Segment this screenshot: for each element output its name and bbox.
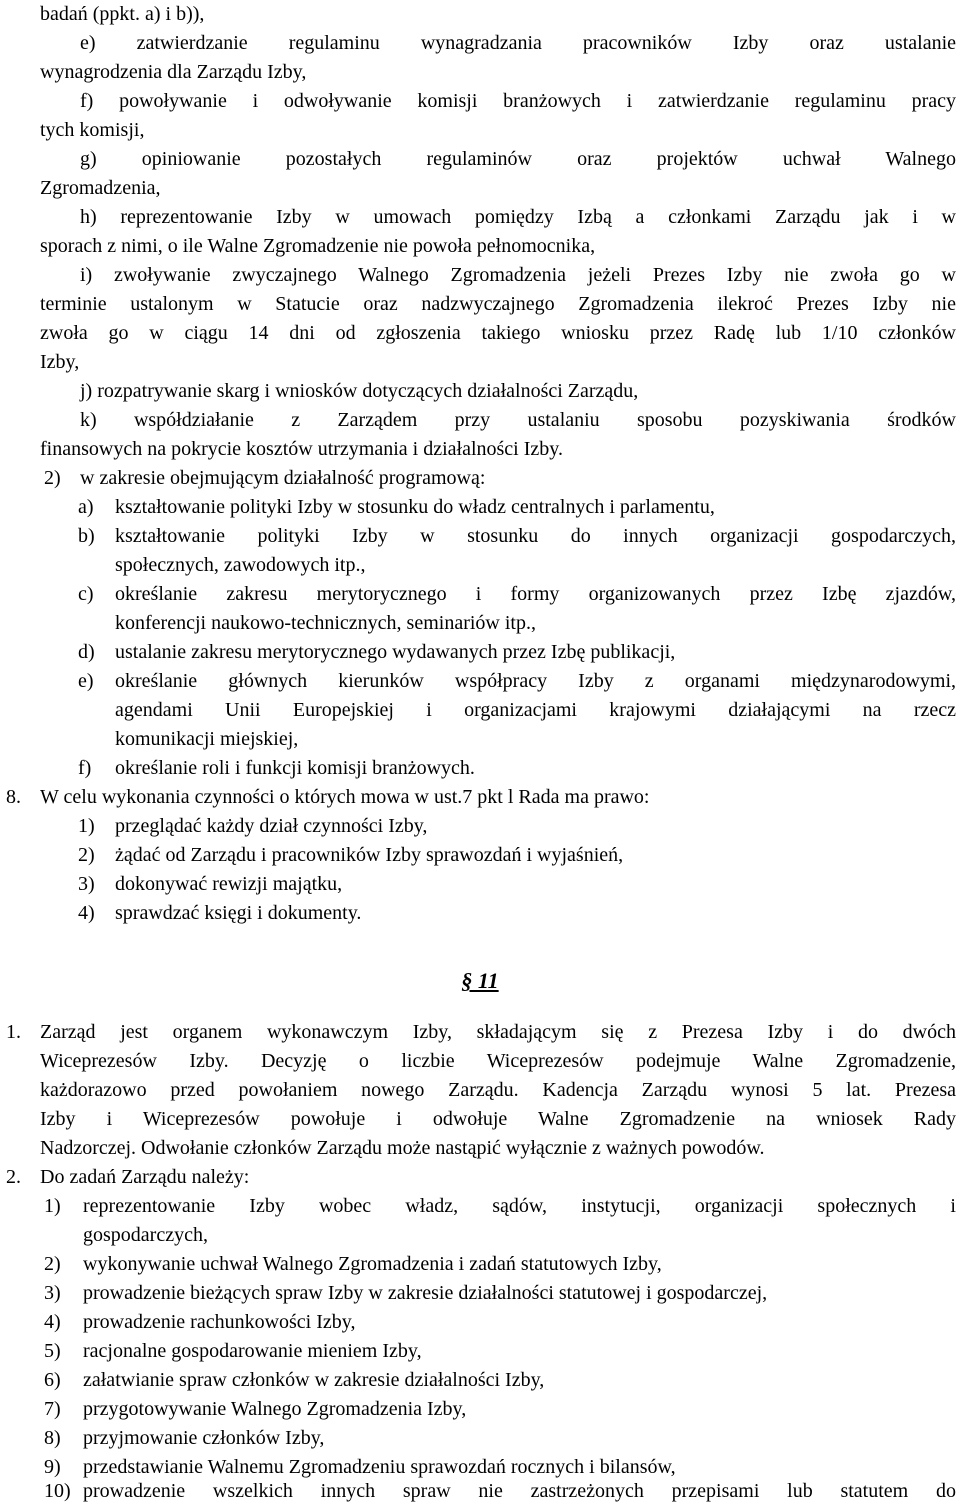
subitem-text: sprawdzać księgi i dokumenty. bbox=[115, 902, 362, 924]
item-h-line: h) reprezentowanie Izby w umowach pomiędzy Izbą a członkami Zarządu jak i w bbox=[80, 206, 956, 228]
item-g-line: Zgromadzenia, bbox=[40, 177, 161, 199]
subitem-text: ustalanie zakresu merytorycznego wydawanych przez Izbę publikacji, bbox=[115, 641, 676, 663]
item-g-line: g) opiniowanie pozostałych regulaminów oraz projektów uchwał Walnego bbox=[80, 148, 956, 170]
item-e-line: wynagrodzenia dla Zarządu Izby, bbox=[40, 61, 307, 83]
subitem-text: wykonywanie uchwał Walnego Zgromadzenia i zadań statutowych Izby, bbox=[83, 1253, 662, 1275]
subitem-text: przedstawianie Walnemu Zgromadzeniu sprawozdań rocznych i bilansów, bbox=[83, 1456, 676, 1478]
subitem-text: prowadzenie bieżących spraw Izby w zakresie działalności statutowej i gospodarczej, bbox=[83, 1282, 768, 1304]
item-f-line: tych komisji, bbox=[40, 119, 145, 141]
item-i-line: i) zwoływanie zwyczajnego Walnego Zgromadzenia jeżeli Prezes Izby nie zwoła go w bbox=[80, 264, 956, 286]
subitem-text: dokonywać rewizji majątku, bbox=[115, 873, 343, 895]
subitem-letter: d) bbox=[78, 641, 95, 663]
subitem-number: 7) bbox=[44, 1398, 61, 1420]
item-i-line: Izby, bbox=[40, 351, 80, 373]
paragraph-line: Zarząd jest organem wykonawczym Izby, składającym się z Prezesa Izby i do dwóch bbox=[40, 1021, 956, 1043]
subitem-text: przyjmowanie członków Izby, bbox=[83, 1427, 325, 1449]
subitem-text: prowadzenie rachunkowości Izby, bbox=[83, 1311, 356, 1333]
paragraph-text: Do zadań Zarządu należy: bbox=[40, 1166, 250, 1188]
subitem-number: 3) bbox=[78, 873, 95, 895]
subitem-number: 4) bbox=[78, 902, 95, 924]
subitem-number: 8) bbox=[44, 1427, 61, 1449]
subitem-text: prowadzenie wszelkich innych spraw nie zastrzeżonych przepisami lub statutem do bbox=[83, 1480, 956, 1502]
subitem-number: 2) bbox=[44, 1253, 61, 1275]
subitem-text: określanie zakresu merytorycznego i formy organizowanych przez Izbę zjazdów, bbox=[115, 583, 956, 605]
paragraph-number: 2. bbox=[6, 1166, 21, 1188]
subitem-number: 4) bbox=[44, 1311, 61, 1333]
subitem-number: 1) bbox=[78, 815, 95, 837]
subitem-number: 10) bbox=[44, 1480, 71, 1502]
subitem-text: racjonalne gospodarowanie mieniem Izby, bbox=[83, 1340, 422, 1362]
subitem-text: komunikacji miejskiej, bbox=[115, 728, 299, 750]
subitem-text: agendami Unii Europejskiej i organizacjami krajowymi działającymi na rzecz bbox=[115, 699, 956, 721]
subitem-text: żądać od Zarządu i pracowników Izby sprawozdań i wyjaśnień, bbox=[115, 844, 624, 866]
item-i-line: terminie ustalonym w Statucie oraz nadzwyczajnego Zgromadzenia ilekroć Prezes Izby nie bbox=[40, 293, 956, 315]
subitem-text: załatwianie spraw członków w zakresie działalności Izby, bbox=[83, 1369, 545, 1391]
paragraph-line: Nadzorczej. Odwołanie członków Zarządu może nastąpić wyłącznie z ważnych powodów. bbox=[40, 1137, 765, 1159]
subitem-number: 2) bbox=[78, 844, 95, 866]
subitem-letter: a) bbox=[78, 496, 94, 518]
section-heading bbox=[0, 966, 960, 995]
point-text: w zakresie obejmującym działalność programową: bbox=[80, 467, 486, 489]
subitem-letter: c) bbox=[78, 583, 94, 605]
item-j-line: j) rozpatrywanie skarg i wniosków dotyczących działalności Zarządu, bbox=[80, 380, 639, 402]
subitem-text: reprezentowanie Izby wobec władz, sądów, instytucji, organizacji społecznych i bbox=[83, 1195, 956, 1217]
subitem-text: konferencji naukowo-technicznych, seminariów itp., bbox=[115, 612, 536, 634]
subitem-text: kształtowanie polityki Izby w stosunku do innych organizacji gospodarczych, bbox=[115, 525, 956, 547]
subitem-number: 9) bbox=[44, 1456, 61, 1478]
subitem-letter: b) bbox=[78, 525, 95, 547]
paragraph-text: W celu wykonania czynności o których mowa w ust.7 pkt l Rada ma prawo: bbox=[40, 786, 650, 808]
paragraph-line: każdorazowo przed powołaniem nowego Zarządu. Kadencja Zarządu wynosi 5 lat. Prezesa bbox=[40, 1079, 956, 1101]
subitem-letter: e) bbox=[78, 670, 94, 692]
paragraph-number: 1. bbox=[6, 1021, 21, 1043]
subitem-text: określanie głównych kierunków współpracy Izby z organami międzynarodowymi, bbox=[115, 670, 956, 692]
item-h-line: sporach z nimi, o ile Walne Zgromadzenie nie powoła pełnomocnika, bbox=[40, 235, 596, 257]
subitem-number: 3) bbox=[44, 1282, 61, 1304]
subitem-text: przygotowywanie Walnego Zgromadzenia Izby, bbox=[83, 1398, 467, 1420]
subitem-number: 6) bbox=[44, 1369, 61, 1391]
subitem-text: społecznych, zawodowych itp., bbox=[115, 554, 366, 576]
item-f-line: f) powoływanie i odwoływanie komisji branżowych i zatwierdzanie regulaminu pracy bbox=[80, 90, 956, 112]
item-k-line: k) współdziałanie z Zarządem przy ustalaniu sposobu pozyskiwania środków bbox=[80, 409, 956, 431]
subitem-number: 1) bbox=[44, 1195, 61, 1217]
text-line: badań (ppkt. a) i b)), bbox=[40, 3, 205, 25]
paragraph-line: Wiceprezesów Izby. Decyzję o liczbie Wiceprezesów podejmuje Walne Zgromadzenie, bbox=[40, 1050, 956, 1072]
item-e-line: e) zatwierdzanie regulaminu wynagradzania pracowników Izby oraz ustalanie bbox=[80, 32, 956, 54]
subitem-text: kształtowanie polityki Izby w stosunku do władz centralnych i parlamentu, bbox=[115, 496, 715, 518]
subitem-text: przeglądać każdy dział czynności Izby, bbox=[115, 815, 428, 837]
paragraph-line: Izby i Wiceprezesów powołuje i odwołuje Walne Zgromadzenie na wniosek Rady bbox=[40, 1108, 956, 1130]
paragraph-number: 8. bbox=[6, 786, 21, 808]
subitem-number: 5) bbox=[44, 1340, 61, 1362]
item-k-line: finansowych na pokrycie kosztów utrzymania i działalności Izby. bbox=[40, 438, 563, 460]
subitem-letter: f) bbox=[78, 757, 92, 779]
item-i-line: zwoła go w ciągu 14 dni od zgłoszenia takiego wniosku przez Radę lub 1/10 członków bbox=[40, 322, 956, 344]
subitem-text: gospodarczych, bbox=[83, 1224, 208, 1246]
subitem-text: określanie roli i funkcji komisji branżowych. bbox=[115, 757, 475, 779]
section-heading-text: § 11 bbox=[461, 968, 499, 993]
point-number: 2) bbox=[44, 467, 61, 489]
